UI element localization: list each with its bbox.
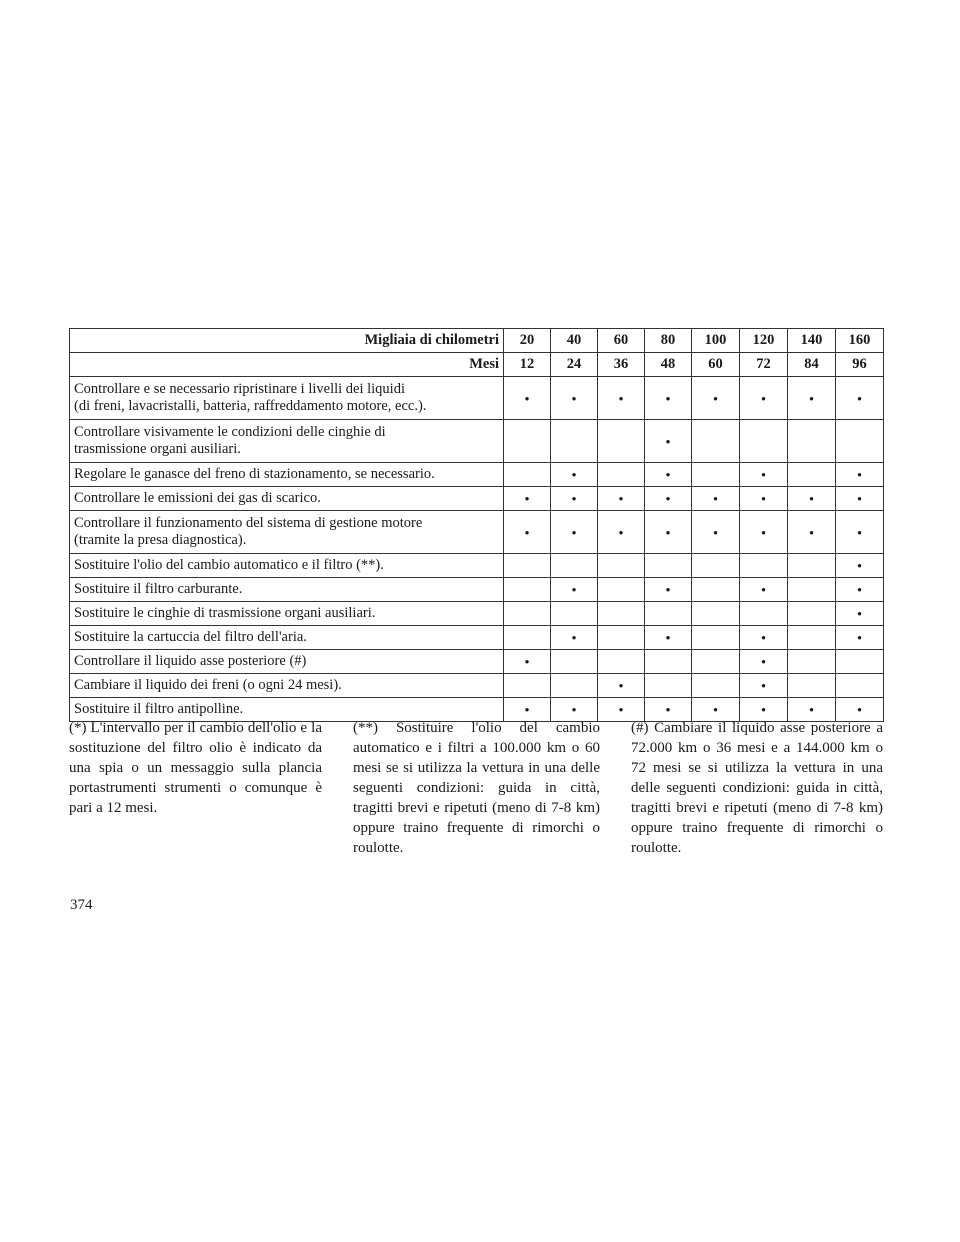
check-dot-icon: • (551, 377, 598, 420)
footnote-automatic-transmission: (**) Sostituire l'olio del cambio automatico e i filtri a 100.000 km o 60 mesi se si utilizza la vettura in una delle seguenti condizioni: guida in città, tragitti brevi e ripetuti (meno di 7-8 km) oppure traino frequente di rimorchi o roulotte. (353, 720, 600, 856)
months-header-label: Mesi (70, 353, 504, 377)
table-row (70, 674, 884, 698)
empty-cell (788, 554, 836, 578)
check-dot-icon: • (692, 487, 740, 511)
km-header-cell: 80 (645, 329, 692, 353)
months-header-cell: 36 (598, 353, 645, 377)
empty-cell (504, 463, 551, 487)
empty-cell (504, 674, 551, 698)
operation-cell (70, 377, 504, 420)
empty-cell (645, 554, 692, 578)
check-dot-icon: • (836, 578, 884, 602)
check-dot-icon: • (598, 674, 645, 698)
schedule-body (70, 377, 884, 722)
km-header-cell: 120 (740, 329, 788, 353)
table-row (70, 578, 884, 602)
table-row (70, 463, 884, 487)
operation-text: Controllare le emissioni dei gas di scarico. (74, 490, 321, 506)
km-header-cell: 100 (692, 329, 740, 353)
months-header-cell: 96 (836, 353, 884, 377)
check-dot-icon: • (504, 511, 551, 554)
check-dot-icon: • (788, 487, 836, 511)
empty-cell (598, 463, 645, 487)
empty-cell (692, 650, 740, 674)
check-dot-icon: • (551, 487, 598, 511)
check-dot-icon: • (788, 698, 836, 722)
check-dot-icon: • (504, 650, 551, 674)
operation-text: Controllare visivamente le condizioni delle cinghie di (74, 424, 386, 440)
check-dot-icon: • (598, 511, 645, 554)
operation-cell (70, 554, 504, 578)
empty-cell (551, 420, 598, 463)
table-row (70, 487, 884, 511)
check-dot-icon: • (836, 463, 884, 487)
check-dot-icon: • (836, 698, 884, 722)
empty-cell (645, 650, 692, 674)
km-header-cell: 140 (788, 329, 836, 353)
empty-cell (504, 578, 551, 602)
check-dot-icon: • (645, 463, 692, 487)
table-row (70, 602, 884, 626)
empty-cell (788, 674, 836, 698)
check-dot-icon: • (836, 487, 884, 511)
check-dot-icon: • (598, 377, 645, 420)
empty-cell (692, 463, 740, 487)
km-header-cell: 160 (836, 329, 884, 353)
check-dot-icon: • (551, 511, 598, 554)
check-dot-icon: • (645, 511, 692, 554)
empty-cell (788, 420, 836, 463)
check-dot-icon: • (551, 578, 598, 602)
operation-cell (70, 463, 504, 487)
operation-text: Cambiare il liquido dei freni (o ogni 24 mesi). (74, 677, 342, 693)
operation-text: (tramite la presa diagnostica). (74, 532, 247, 548)
operation-text: Sostituire la cartuccia del filtro dell'aria. (74, 629, 307, 645)
empty-cell (551, 602, 598, 626)
check-dot-icon: • (788, 511, 836, 554)
months-header-cell: 84 (788, 353, 836, 377)
header-row-months (70, 353, 884, 377)
operation-cell (70, 487, 504, 511)
operation-cell (70, 674, 504, 698)
empty-cell (788, 650, 836, 674)
check-dot-icon: • (598, 487, 645, 511)
empty-cell (740, 602, 788, 626)
empty-cell (788, 578, 836, 602)
operation-cell (70, 602, 504, 626)
operation-text: Controllare il funzionamento del sistema di gestione motore (74, 515, 423, 531)
check-dot-icon: • (740, 698, 788, 722)
empty-cell (740, 420, 788, 463)
km-header-cell: 60 (598, 329, 645, 353)
empty-cell (598, 578, 645, 602)
months-header-cell: 72 (740, 353, 788, 377)
table-row (70, 626, 884, 650)
months-header-cell: 12 (504, 353, 551, 377)
check-dot-icon: • (692, 511, 740, 554)
check-dot-icon: • (788, 377, 836, 420)
empty-cell (504, 602, 551, 626)
empty-cell (598, 650, 645, 674)
check-dot-icon: • (598, 698, 645, 722)
operation-text: Sostituire il filtro carburante. (74, 581, 243, 597)
check-dot-icon: • (740, 626, 788, 650)
empty-cell (692, 578, 740, 602)
check-dot-icon: • (740, 463, 788, 487)
check-dot-icon: • (504, 377, 551, 420)
months-header-cell: 48 (645, 353, 692, 377)
footnote-rear-axle: (#) Cambiare il liquido asse posteriore a 72.000 km o 36 mesi e a 144.000 km o 72 mesi se si utilizza la vettura in una delle seguenti condizioni: guida in città, tragitti brevi e ripetuti (meno di 7-8 km) oppure traino frequente di rimorchi o roulotte. (631, 720, 883, 856)
empty-cell (645, 602, 692, 626)
operation-cell (70, 626, 504, 650)
check-dot-icon: • (645, 578, 692, 602)
operation-text: (di freni, lavacristalli, batteria, raffreddamento motore, ecc.). (74, 398, 427, 414)
km-header-cell: 20 (504, 329, 551, 353)
footnote-oil-interval: (*) L'intervallo per il cambio dell'olio e la sostituzione del filtro olio è indicato da una spia o un messaggio sulla plancia portastrumenti strumenti o comunque è pari a 12 mesi. (69, 720, 322, 816)
operation-text: Controllare il liquido asse posteriore (#) (74, 653, 307, 669)
check-dot-icon: • (692, 698, 740, 722)
check-dot-icon: • (740, 674, 788, 698)
check-dot-icon: • (740, 511, 788, 554)
operation-text: Controllare e se necessario ripristinare i livelli dei liquidi (74, 381, 405, 397)
check-dot-icon: • (692, 377, 740, 420)
check-dot-icon: • (551, 698, 598, 722)
empty-cell (598, 602, 645, 626)
empty-cell (551, 674, 598, 698)
table-row (70, 650, 884, 674)
km-header-cell: 40 (551, 329, 598, 353)
empty-cell (504, 554, 551, 578)
operation-text: Sostituire le cinghie di trasmissione organi ausiliari. (74, 605, 376, 621)
empty-cell (598, 420, 645, 463)
empty-cell (692, 602, 740, 626)
check-dot-icon: • (504, 698, 551, 722)
check-dot-icon: • (504, 487, 551, 511)
empty-cell (551, 554, 598, 578)
empty-cell (504, 626, 551, 650)
check-dot-icon: • (836, 377, 884, 420)
check-dot-icon: • (551, 463, 598, 487)
operation-cell (70, 511, 504, 554)
empty-cell (836, 420, 884, 463)
empty-cell (788, 626, 836, 650)
empty-cell (598, 626, 645, 650)
check-dot-icon: • (836, 602, 884, 626)
empty-cell (836, 674, 884, 698)
check-dot-icon: • (645, 487, 692, 511)
check-dot-icon: • (740, 377, 788, 420)
check-dot-icon: • (740, 578, 788, 602)
operation-text: trasmissione organi ausiliari. (74, 441, 241, 457)
check-dot-icon: • (740, 650, 788, 674)
empty-cell (836, 650, 884, 674)
operation-text: Sostituire l'olio del cambio automatico e il filtro (**). (74, 557, 384, 573)
empty-cell (692, 420, 740, 463)
table-row (70, 420, 884, 463)
check-dot-icon: • (645, 377, 692, 420)
header-row-km (70, 329, 884, 353)
operation-text: Sostituire il filtro antipolline. (74, 701, 244, 717)
empty-cell (788, 602, 836, 626)
empty-cell (740, 554, 788, 578)
empty-cell (788, 463, 836, 487)
check-dot-icon: • (645, 626, 692, 650)
operation-cell (70, 650, 504, 674)
km-header-label: Migliaia di chilometri (70, 329, 504, 353)
check-dot-icon: • (836, 554, 884, 578)
empty-cell (551, 650, 598, 674)
maintenance-schedule-table (69, 328, 884, 722)
operation-cell (70, 420, 504, 463)
table-row (70, 511, 884, 554)
empty-cell (692, 554, 740, 578)
check-dot-icon: • (836, 511, 884, 554)
check-dot-icon: • (740, 487, 788, 511)
months-header-cell: 60 (692, 353, 740, 377)
empty-cell (645, 674, 692, 698)
check-dot-icon: • (645, 420, 692, 463)
empty-cell (598, 554, 645, 578)
months-header-cell: 24 (551, 353, 598, 377)
check-dot-icon: • (836, 626, 884, 650)
check-dot-icon: • (645, 698, 692, 722)
operation-text: Regolare le ganasce del freno di stazionamento, se necessario. (74, 466, 435, 482)
empty-cell (692, 674, 740, 698)
page-number: 374 (70, 897, 93, 913)
check-dot-icon: • (551, 626, 598, 650)
table-row (70, 554, 884, 578)
operation-cell (70, 578, 504, 602)
empty-cell (692, 626, 740, 650)
table-row (70, 377, 884, 420)
empty-cell (504, 420, 551, 463)
